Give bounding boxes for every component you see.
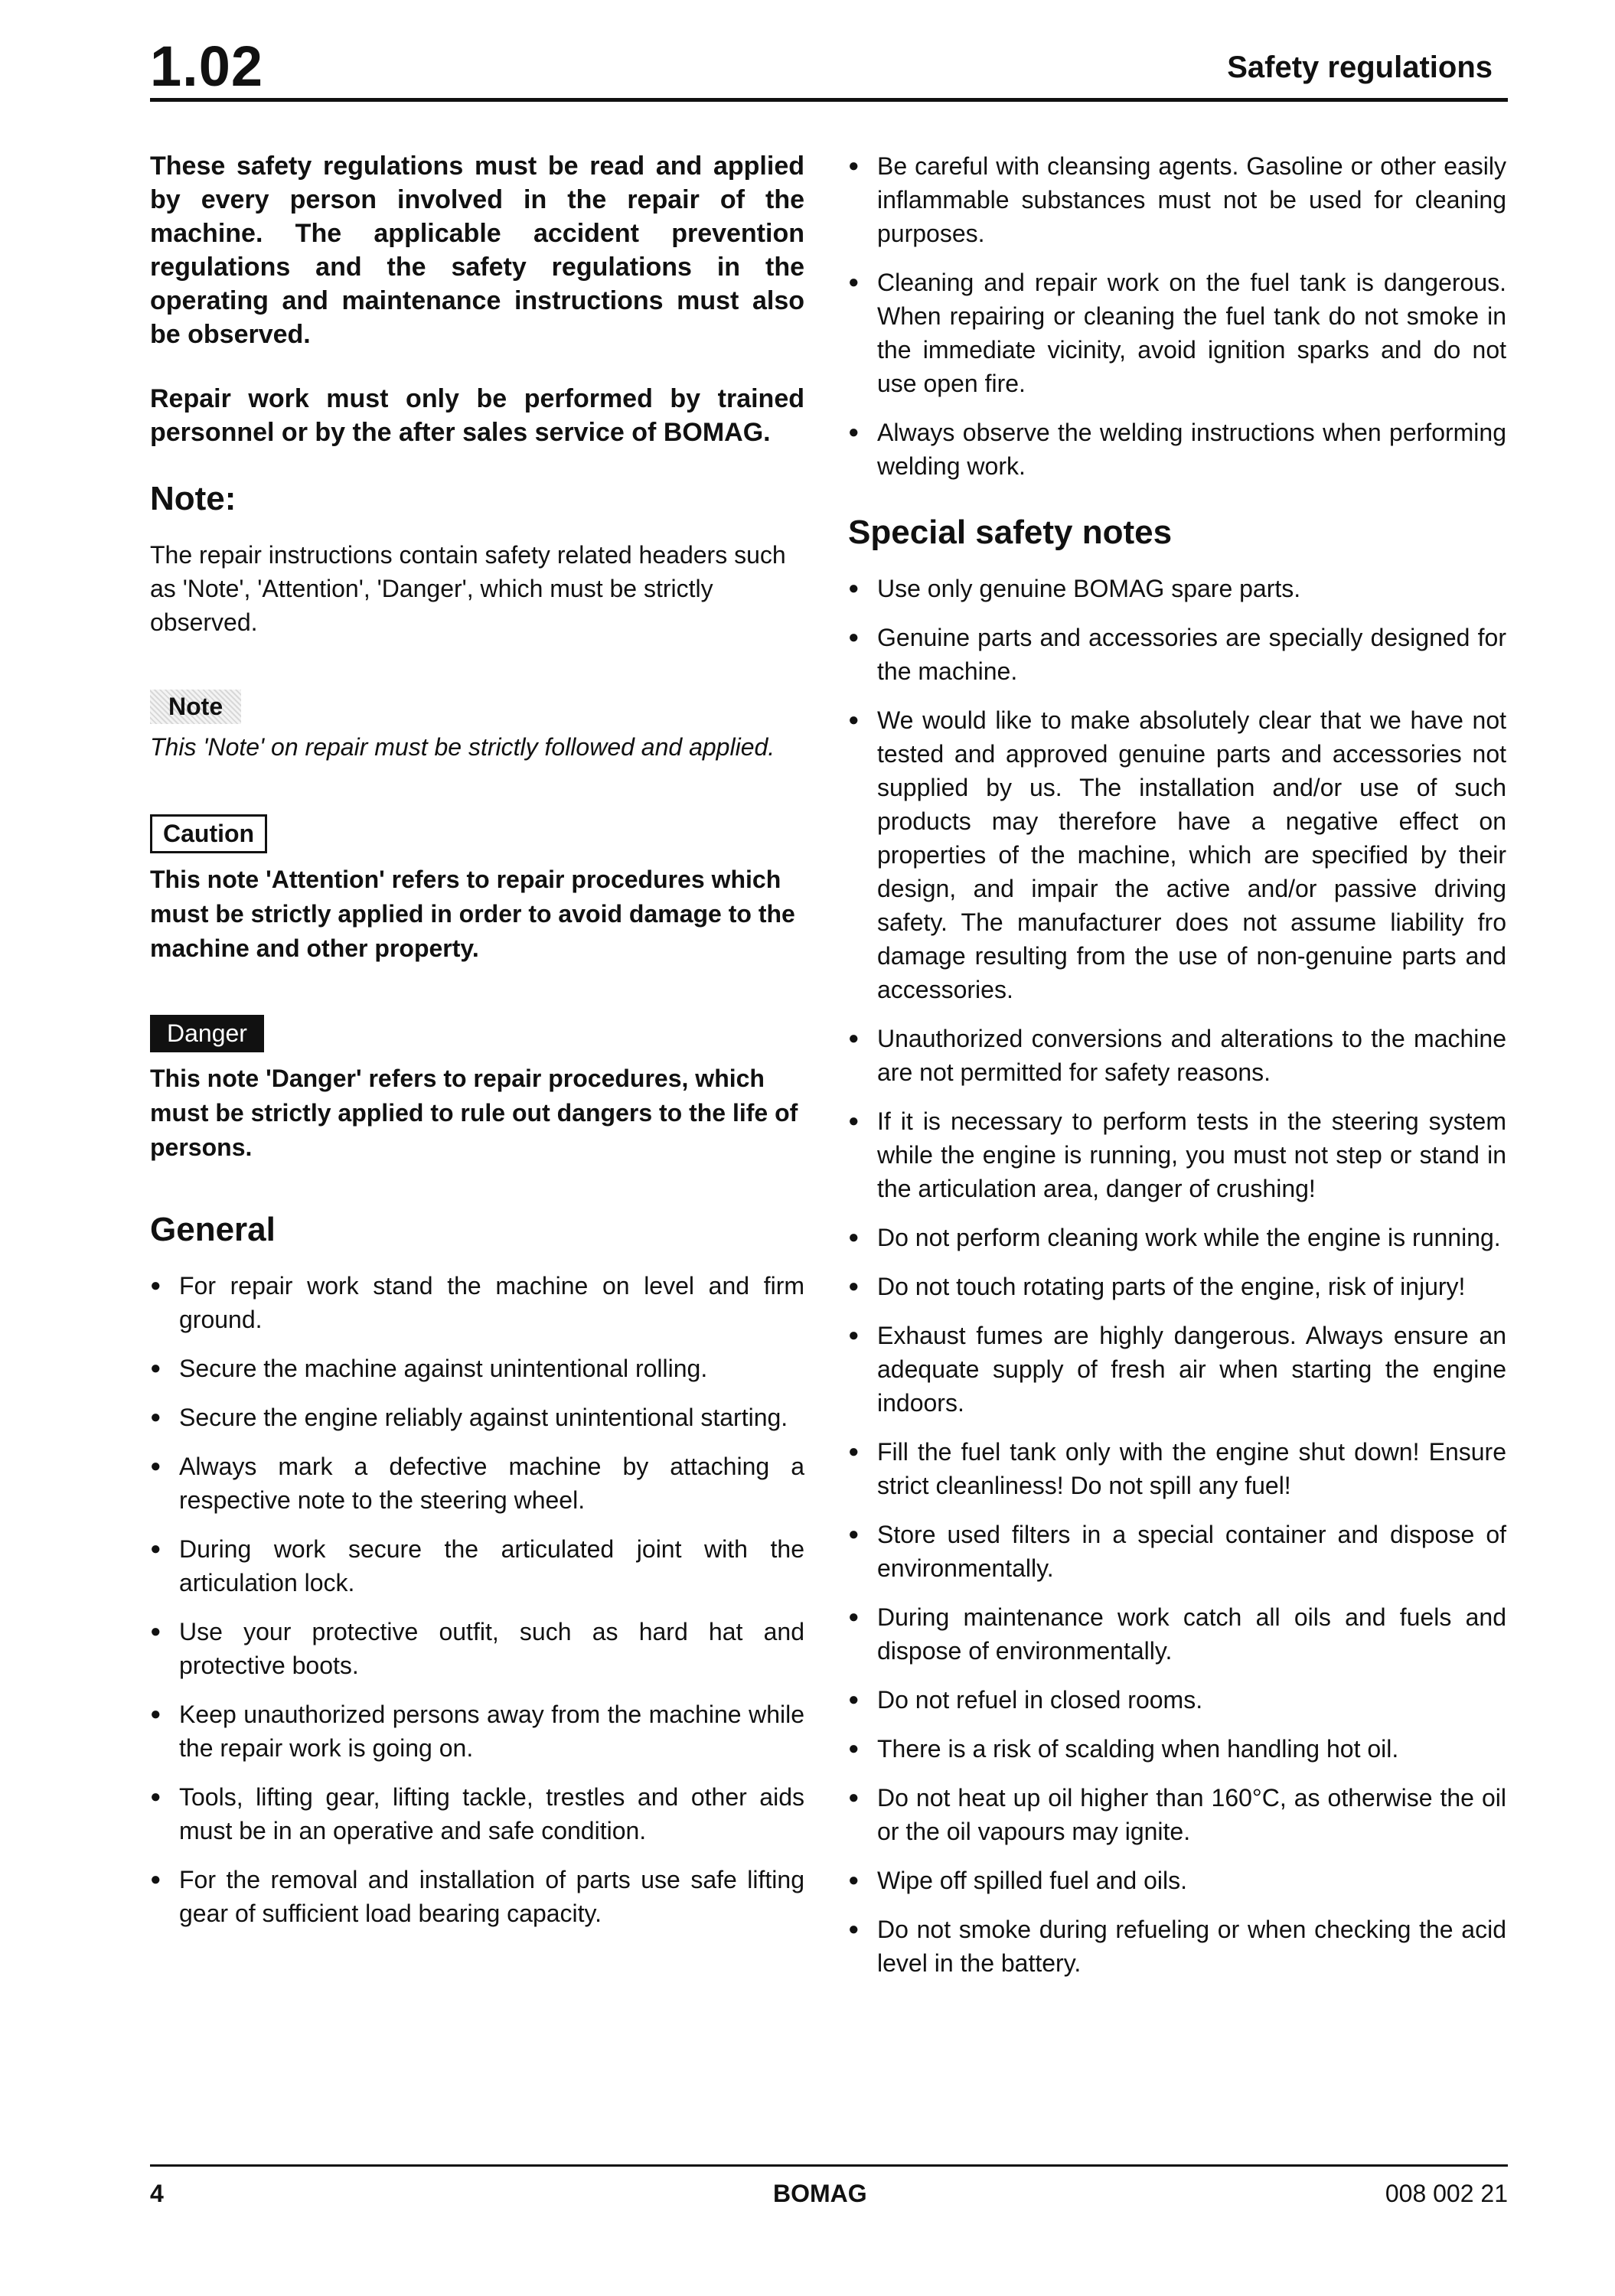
- note-badge-description: This 'Note' on repair must be strictly followed and applied.: [150, 733, 775, 761]
- list-item: ● For repair work stand the machine on level and firm ground.: [150, 1269, 804, 1336]
- right-column: [848, 149, 1506, 1995]
- cleaning-welding-list: [848, 149, 1506, 483]
- intro-repair-paragraph: Repair work must only be performed by trained personnel or by the after sales service of BOMAG.: [150, 384, 804, 447]
- caution-description: This note 'Attention' refers to repair procedures which must be strictly applied in order to avoid damage to the machine and other property.: [150, 866, 795, 962]
- general-list: [150, 1269, 804, 1930]
- list-item: ● During maintenance work catch all oils and fuels and dispose of environmentally.: [848, 1600, 1506, 1668]
- note-description: The repair instructions contain safety related headers such as 'Note', 'Attention', 'Danger', which must be strictly observed.: [150, 541, 786, 636]
- list-item: ● Store used filters in a special container and dispose of environmentally.: [848, 1518, 1506, 1585]
- list-item: ● Secure the engine reliably against unintentional starting.: [150, 1401, 804, 1434]
- footer-rule: [150, 2164, 1508, 2167]
- list-item: ● Genuine parts and accessories are specially designed for the machine.: [848, 621, 1506, 688]
- page-number: 4: [150, 2180, 164, 2207]
- document-number: 008 002 21: [1385, 2180, 1508, 2207]
- list-item: ● Cleaning and repair work on the fuel tank is dangerous. When repairing or cleaning the fuel tank do not smoke in the immediate vicinity, avoid ignition sparks and do not use open fire.: [848, 266, 1506, 400]
- note-heading: Note:: [150, 480, 237, 517]
- list-item: ● Wipe off spilled fuel and oils.: [848, 1864, 1506, 1897]
- footer-brand: BOMAG: [773, 2180, 867, 2207]
- list-item: ● There is a risk of scalding when handling hot oil.: [848, 1732, 1506, 1766]
- note-badge: Note: [150, 690, 241, 724]
- list-item: ● Tools, lifting gear, lifting tackle, trestles and other aids must be in an operative and safe condition.: [150, 1780, 804, 1848]
- list-item: ● Secure the machine against unintentional rolling.: [150, 1352, 804, 1385]
- list-item: ● Always observe the welding instructions when performing welding work.: [848, 416, 1506, 483]
- list-item: ● For the removal and installation of parts use safe lifting gear of sufficient load bearing capacity.: [150, 1863, 804, 1930]
- left-column: [150, 149, 804, 1945]
- section-title: Safety regulations: [1227, 51, 1493, 84]
- list-item: ● We would like to make absolutely clear that we have not tested and approved genuine parts and accessories not supplied by us. The installation and/or use of such products may therefore have a negative effect on properties of the machine, which are specified by their design, and impair the active and/or passive driving safety. The manufacturer does not assume liability fro damage resulting from the use of non-genuine parts and accessories.: [848, 703, 1506, 1006]
- intro-paragraph: These safety regulations must be read and applied by every person involved in the repair of the machine. The applicable accident prevention regulations and the safety regulations in the operating and maintenance instructions must also be observed.: [150, 152, 804, 349]
- list-item: ● Use only genuine BOMAG spare parts.: [848, 572, 1506, 605]
- caution-badge: Caution: [150, 814, 267, 853]
- list-item: ● Do not smoke during refueling or when checking the acid level in the battery.: [848, 1913, 1506, 1980]
- list-item: ● Do not refuel in closed rooms.: [848, 1683, 1506, 1717]
- section-number: 1.02: [150, 34, 264, 98]
- header-rule: [150, 98, 1508, 102]
- list-item: ● Keep unauthorized persons away from the machine while the repair work is going on.: [150, 1698, 804, 1765]
- general-heading: General: [150, 1211, 276, 1248]
- list-item: ● Do not perform cleaning work while the engine is running.: [848, 1221, 1506, 1254]
- danger-description: This note 'Danger' refers to repair procedures, which must be strictly applied to rule out dangers to the life of persons.: [150, 1065, 798, 1161]
- list-item: ● If it is necessary to perform tests in the steering system while the engine is running, you must not step or stand in the articulation area, danger of crushing!: [848, 1104, 1506, 1205]
- list-item: ● Do not heat up oil higher than 160°C, as otherwise the oil or the oil vapours may ignite.: [848, 1781, 1506, 1848]
- special-safety-heading: Special safety notes: [848, 514, 1173, 551]
- danger-badge: Danger: [150, 1015, 264, 1052]
- list-item: ● Do not touch rotating parts of the engine, risk of injury!: [848, 1270, 1506, 1303]
- list-item: ● Fill the fuel tank only with the engine shut down! Ensure strict cleanliness! Do not spill any fuel!: [848, 1435, 1506, 1502]
- list-item: ● Use your protective outfit, such as hard hat and protective boots.: [150, 1615, 804, 1682]
- list-item: ● Always mark a defective machine by attaching a respective note to the steering wheel.: [150, 1450, 804, 1517]
- list-item: ● Exhaust fumes are highly dangerous. Always ensure an adequate supply of fresh air when starting the engine indoors.: [848, 1319, 1506, 1420]
- list-item: ● During work secure the articulated joint with the articulation lock.: [150, 1532, 804, 1600]
- list-item: ● Unauthorized conversions and alterations to the machine are not permitted for safety reasons.: [848, 1022, 1506, 1089]
- special-safety-list: [848, 572, 1506, 1980]
- list-item: ● Be careful with cleansing agents. Gasoline or other easily inflammable substances must not be used for cleaning purposes.: [848, 149, 1506, 250]
